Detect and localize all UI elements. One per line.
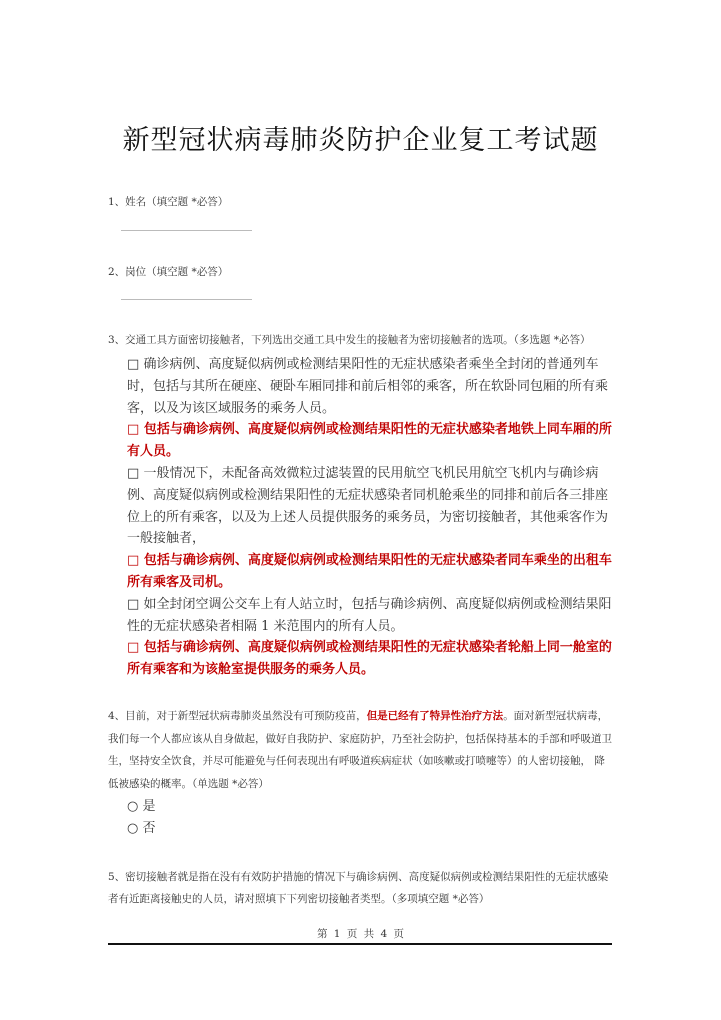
option-text: 一般情况下，未配备高效微粒过滤装置的民用航空飞机民用航空飞机内与确诊病例、高度疑似病例或检测结果阳性的无症状感染者同机舱乘坐的同排和前后各三排座位上的所有乘客，以及为上述人员提供服务的乘务员，为密切接触者，其他乘客作为一般接触者， [127,465,609,547]
option-text: 包括与确诊病例、高度疑似病例或检测结果阳性的无症状感染者地铁上同车厢的所有人员。 [127,422,612,460]
question-3-label: 3、交通工具方面密切接触者，下列选出交通工具中发生的接触者为密切接触者的选项。（多选题 *必答） [108,334,591,346]
question-4-option-no[interactable] [127,818,156,840]
question-4-label-highlight: 但是已经有了特异性治疗方法 [366,710,504,722]
option-text: 确诊病例、高度疑似病例或检测结果阳性的无症状感染者乘坐全封闭的普通列车时，包括与其所在硬座、硬卧车厢同排和前后相邻的乘客，所在软卧同包厢的所有乘客，以及为该区域服务的乘务人员。 [127,357,609,416]
option-text: 如全封闭空调公交车上有人站立时，包括与确诊病例、高度疑似病例或检测结果阳性的无症状感染者相隔 1 米范围内的所有人员。 [127,596,612,634]
question-3-option-4[interactable] [127,550,615,594]
question-2-label: 2、岗位（填空题 *必答） [108,266,229,278]
question-4-option-yes[interactable] [127,796,156,818]
question-1-label: 1、姓名（填空题 *必答） [108,196,229,208]
page-title: 新型冠状病毒肺炎防护企业复工考试题 [122,125,599,156]
question-4-label [108,705,614,795]
option-text: 是 [142,799,156,814]
question-5-label: 5、密切接触者就是指在没有有效防护措施的情况下与确诊病例、高度疑似病例或检测结果阳性的无症状感染者有近距离接触史的人员，请对照填下下列密切接触者类型。（多项填空题 *必答） [108,871,609,905]
checkbox-icon[interactable]: □ [127,465,140,481]
question-3-option-5[interactable] [127,594,615,638]
question-3-option-6[interactable] [127,637,615,681]
option-text: 否 [142,821,156,836]
question-1-answer-blank[interactable] [121,230,252,231]
checkbox-icon[interactable]: □ [127,357,140,372]
option-text: 包括与确诊病例、高度疑似病例或检测结果阳性的无症状感染者同车乘坐的出租车所有乘客及司机。 [127,553,612,590]
radio-icon[interactable]: ○ [127,821,139,836]
question-4-label-pre: 4、目前，对于新型冠状病毒肺炎虽然没有可预防疫苗， [108,710,367,722]
option-text: 包括与确诊病例、高度疑似病例或检测结果阳性的无症状感染者轮船上同一舱室的所有乘客和为该舱室提供服务的乘务人员。 [127,640,612,678]
footer-divider [108,943,612,945]
question-2-answer-blank[interactable] [121,299,252,300]
radio-icon[interactable]: ○ [127,799,139,814]
question-3-options [127,354,615,681]
checkbox-icon[interactable]: □ [127,553,140,569]
checkbox-icon[interactable]: □ [127,640,140,656]
question-4-label-post: 。面对新型冠状病毒，我们每一个人都应该从自身做起，做好自我防护、家庭防护，乃至社会防护，包括保持基本的手部和呼吸道卫生，坚持安全饮食，并尽可能避免与任何表现出有呼吸道疾病症状（如咳嗽或打喷嚏等）的人密切接触， 降低被感染的概率。（单选题 *必答） [108,710,612,790]
question-3-option-3[interactable] [127,463,615,550]
question-3-option-1[interactable] [127,354,615,419]
page-number: 第 1 页 共 4 页 [316,928,405,940]
question-3-option-2[interactable] [127,419,615,463]
checkbox-icon[interactable]: □ [127,422,140,438]
checkbox-icon[interactable]: □ [127,596,140,612]
